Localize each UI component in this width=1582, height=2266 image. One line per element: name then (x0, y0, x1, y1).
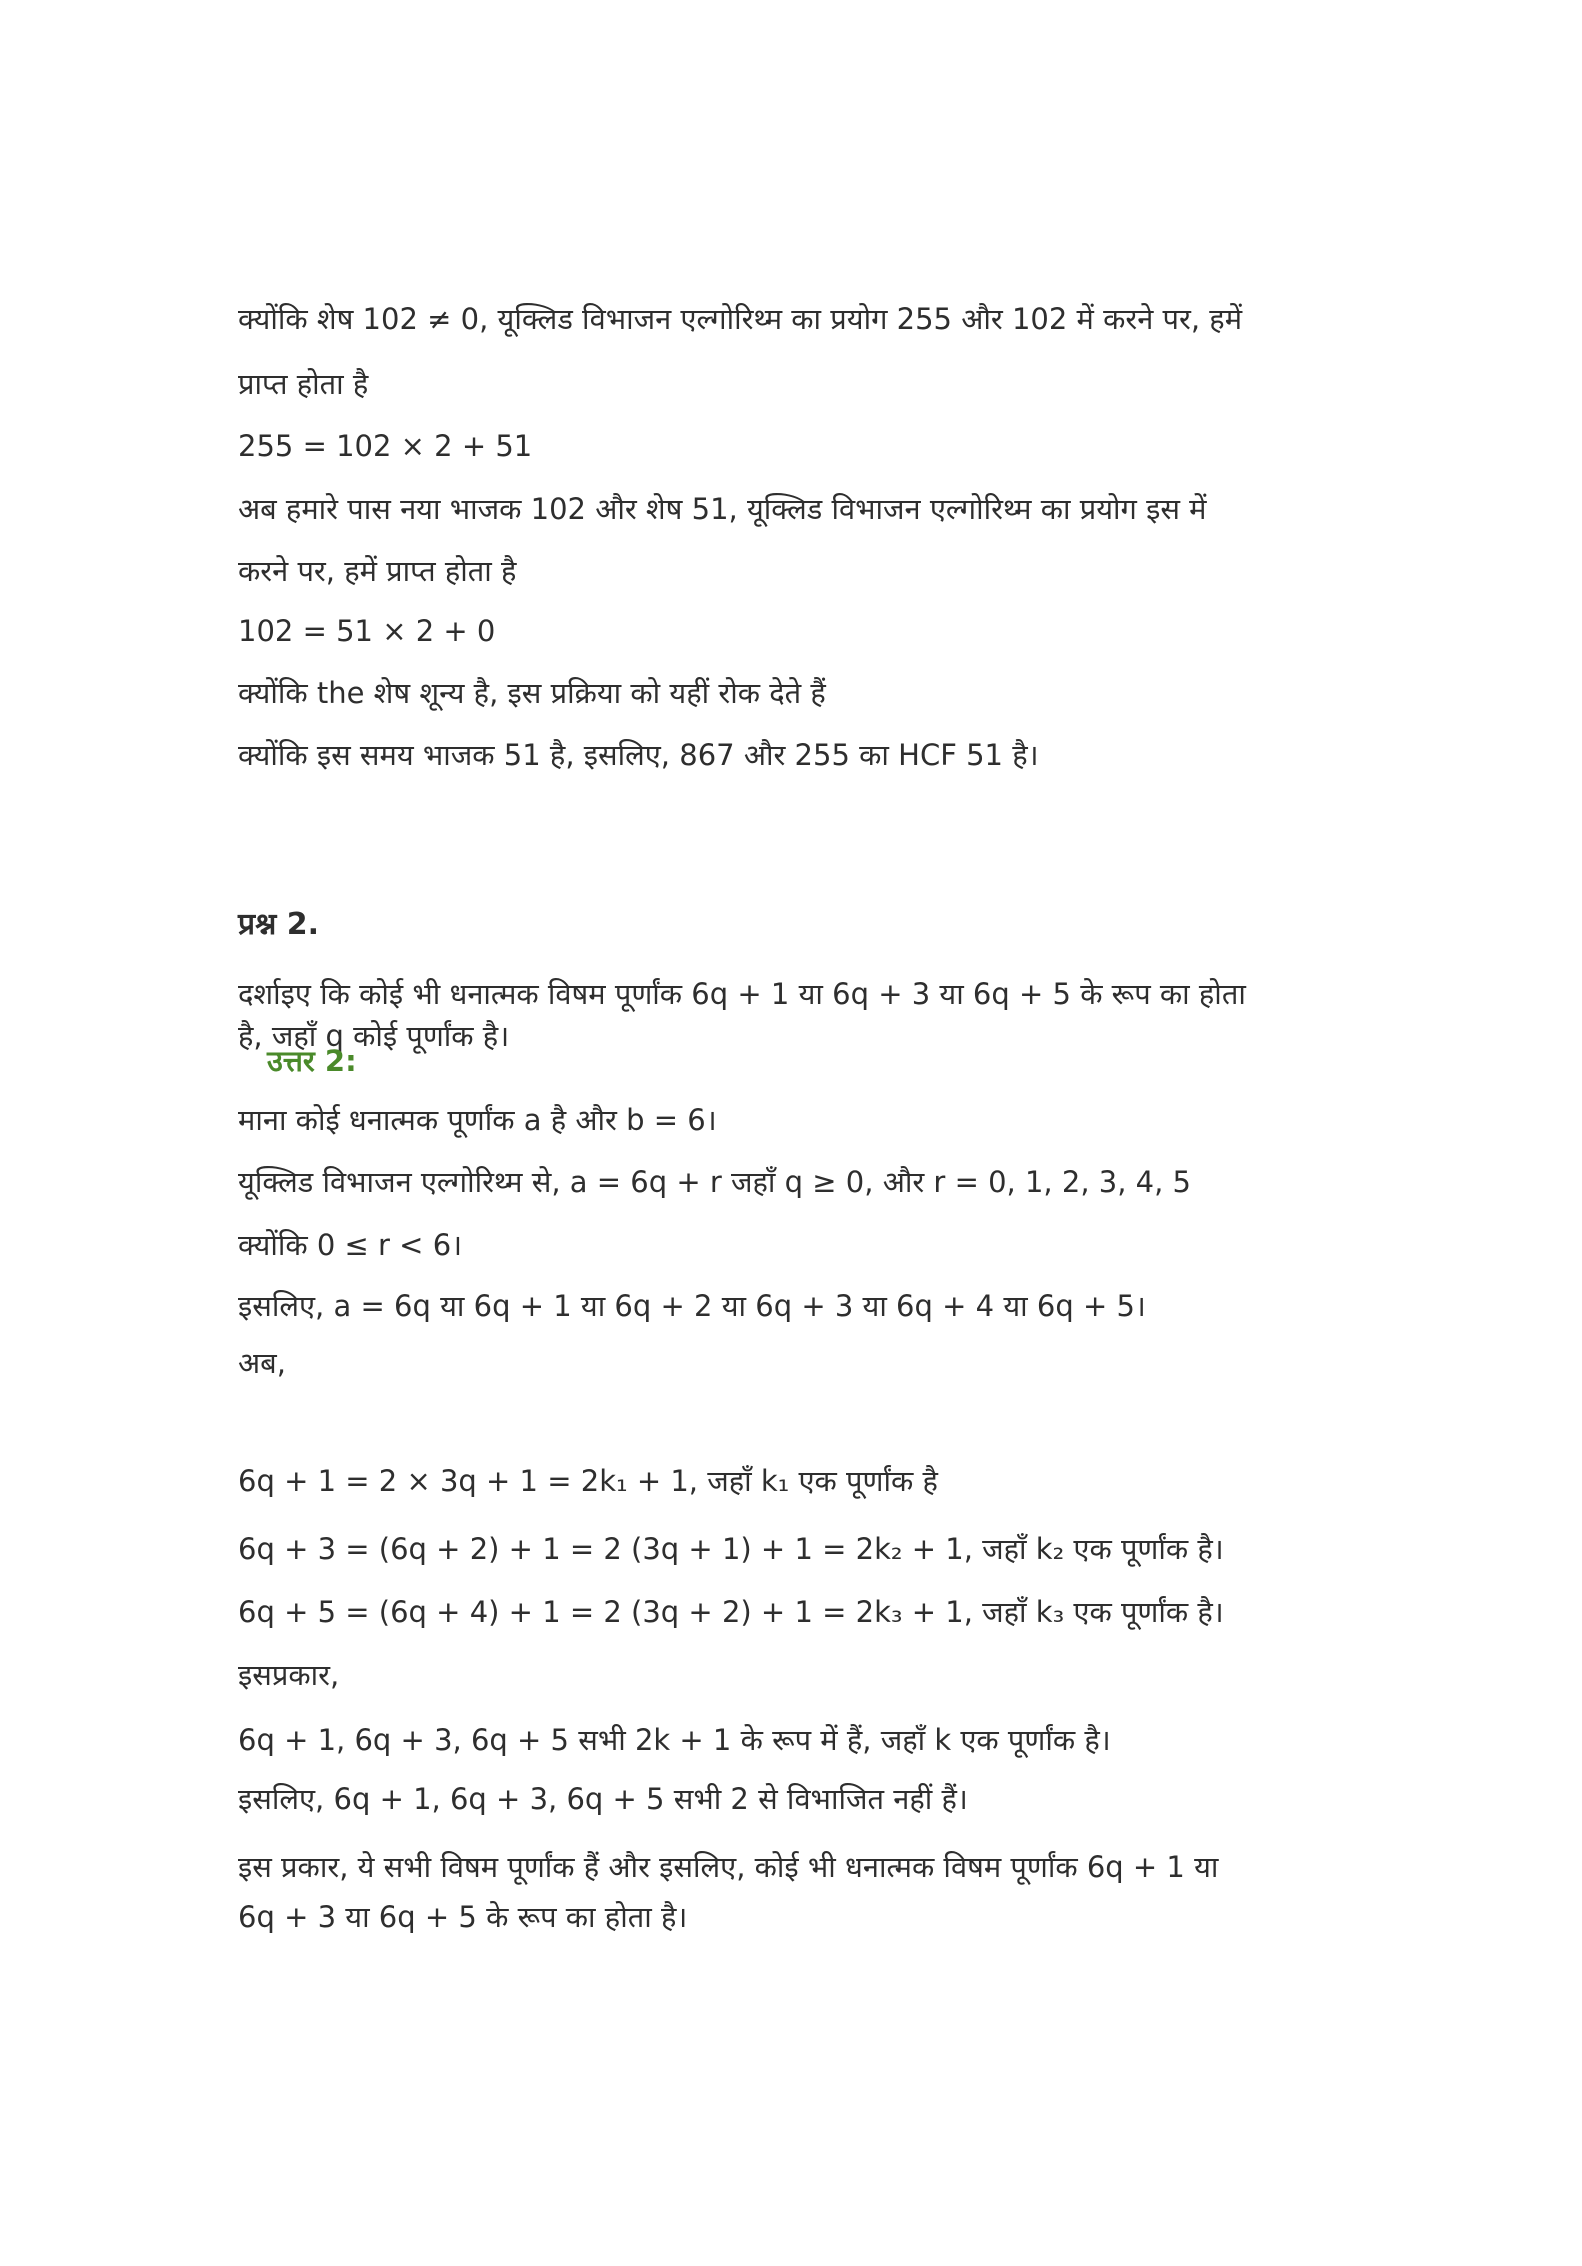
text-line: क्योंकि इस समय भाजक 51 है, इसलिए, 867 और 255 का HCF 51 है। (238, 738, 1039, 772)
answer-line: 6q + 3 = (6q + 2) + 1 = 2 (3q + 1) + 1 = 2k₂ + 1, जहाँ k₂ एक पूर्णांक है। (238, 1532, 1224, 1566)
answer-line: 6q + 1 = 2 × 3q + 1 = 2k₁ + 1, जहाँ k₁ एक पूर्णांक है (238, 1464, 938, 1498)
text-line: करने पर, हमें प्राप्त होता है (238, 554, 517, 588)
equation-line: 102 = 51 × 2 + 0 (238, 614, 496, 648)
text-line: क्योंकि शेष 102 ≠ 0, यूक्लिड विभाजन एल्गोरिथ्म का प्रयोग 255 और 102 में करने पर, हमें (238, 302, 1243, 336)
text-line: प्राप्त होता है (238, 367, 369, 401)
answer-line: यूक्लिड विभाजन एल्गोरिथ्म से, a = 6q + r जहाँ q ≥ 0, और r = 0, 1, 2, 3, 4, 5 (238, 1165, 1191, 1199)
answer-line: क्योंकि 0 ≤ r < 6। (238, 1228, 463, 1262)
text-line: अब हमारे पास नया भाजक 102 और शेष 51, यूक्लिड विभाजन एल्गोरिथ्म का प्रयोग इस में (238, 492, 1207, 526)
answer-line: माना कोई धनात्मक पूर्णांक a है और b = 6। (238, 1103, 717, 1137)
question-text: दर्शाइए कि कोई भी धनात्मक विषम पूर्णांक 6q + 1 या 6q + 3 या 6q + 5 के रूप का होता (238, 977, 1246, 1011)
answer-line: इसप्रकार, (238, 1658, 340, 1692)
answer-line: अब, (238, 1346, 286, 1380)
answer-line: इसलिए, 6q + 1, 6q + 3, 6q + 5 सभी 2 से विभाजित नहीं हैं। (238, 1782, 968, 1816)
question-heading: प्रश्न 2. (238, 907, 319, 942)
answer-line: 6q + 3 या 6q + 5 के रूप का होता है। (238, 1900, 688, 1934)
answer-heading: उत्तर 2: (267, 1044, 357, 1078)
question-text: है, जहाँ q कोई पूर्णांक है। (238, 1019, 510, 1053)
answer-line: 6q + 1, 6q + 3, 6q + 5 सभी 2k + 1 के रूप में हैं, जहाँ k एक पूर्णांक है। (238, 1723, 1111, 1757)
answer-line: इसलिए, a = 6q या 6q + 1 या 6q + 2 या 6q + 3 या 6q + 4 या 6q + 5। (238, 1289, 1146, 1323)
text-line: क्योंकि the शेष शून्य है, इस प्रक्रिया को यहीं रोक देते हैं (238, 676, 826, 710)
answer-line: इस प्रकार, ये सभी विषम पूर्णांक हैं और इसलिए, कोई भी धनात्मक विषम पूर्णांक 6q + 1 या (238, 1850, 1219, 1884)
equation-line: 255 = 102 × 2 + 51 (238, 429, 533, 463)
answer-line: 6q + 5 = (6q + 4) + 1 = 2 (3q + 2) + 1 = 2k₃ + 1, जहाँ k₃ एक पूर्णांक है। (238, 1595, 1224, 1629)
